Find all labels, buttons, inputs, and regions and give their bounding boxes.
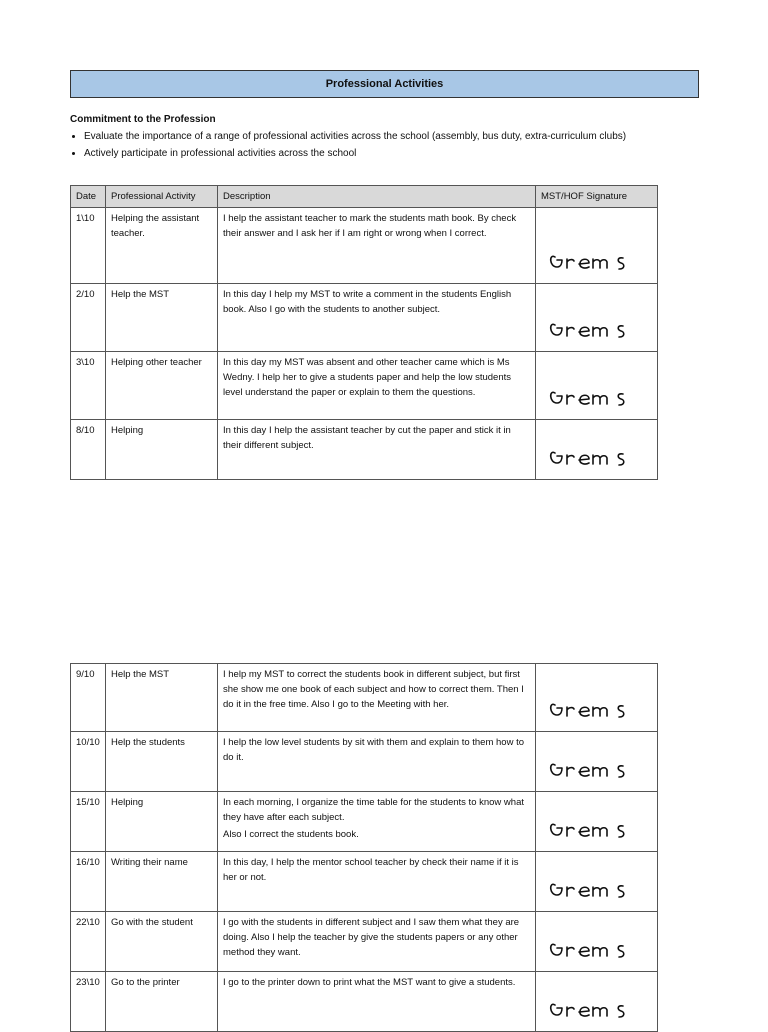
description-text: In this day, I help the mentor school teacher by check their name if it is her or not. bbox=[223, 857, 519, 883]
handwritten-signature bbox=[540, 241, 640, 275]
section-heading: Commitment to the Profession bbox=[70, 114, 216, 125]
header-signature: MST/HOF Signature bbox=[536, 186, 658, 208]
header-activity: Professional Activity bbox=[106, 186, 218, 208]
description-cell bbox=[218, 732, 536, 792]
handwritten-signature bbox=[540, 689, 640, 723]
description-cell bbox=[218, 792, 536, 852]
activity-cell: Go to the printer bbox=[106, 972, 218, 1032]
activity-cell: Helping other teacher bbox=[106, 352, 218, 420]
handwritten-signature bbox=[540, 929, 640, 963]
activity-cell: Helping bbox=[106, 792, 218, 852]
description-cell bbox=[218, 852, 536, 912]
table-row bbox=[71, 972, 658, 1032]
signature-cell bbox=[536, 852, 658, 912]
signature-cell bbox=[536, 792, 658, 852]
signature-cell bbox=[536, 352, 658, 420]
description-text: I help my MST to correct the students book in different subject, but first she show me one book of each subject and how to correct them. Then I do it in the free time. Also I go to the Meeting with her. bbox=[223, 669, 524, 710]
description-cell bbox=[218, 912, 536, 972]
table-row bbox=[71, 732, 658, 792]
table-row bbox=[71, 420, 658, 480]
activity-cell: Help the MST bbox=[106, 284, 218, 352]
handwritten-signature bbox=[540, 749, 640, 783]
date-cell: 16/10 bbox=[71, 852, 106, 912]
table-row bbox=[71, 852, 658, 912]
date-cell: 15/10 bbox=[71, 792, 106, 852]
description-cell bbox=[218, 972, 536, 1032]
description-text: I help the low level students by sit with them and explain to them how to do it. bbox=[223, 737, 524, 763]
description-text: In each morning, I organize the time table for the students to know what they have after each subject. bbox=[223, 797, 525, 823]
table-header-row bbox=[71, 186, 658, 208]
handwritten-signature bbox=[540, 437, 640, 471]
description-text: I go to the printer down to print what the MST want to give a students. bbox=[223, 977, 516, 988]
page-title: Professional Activities bbox=[70, 70, 699, 98]
description-text: In this day I help my MST to write a comment in the students English book. Also I go with the students to another subject. bbox=[223, 289, 512, 315]
table-row bbox=[71, 208, 658, 284]
table-row bbox=[71, 664, 658, 732]
activity-cell: Helping bbox=[106, 420, 218, 480]
handwritten-signature bbox=[540, 309, 640, 343]
handwritten-signature bbox=[540, 869, 640, 903]
activity-cell: Help the students bbox=[106, 732, 218, 792]
activities-table-1 bbox=[70, 185, 658, 480]
table-row bbox=[71, 912, 658, 972]
table-row bbox=[71, 352, 658, 420]
description-cell bbox=[218, 352, 536, 420]
bullet-item: • Evaluate the importance of a range of professional activities across the school (assembly, bus duty, extra-curriculum clubs) bbox=[84, 128, 626, 145]
date-cell: 9/10 bbox=[71, 664, 106, 732]
header-description: Description bbox=[218, 186, 536, 208]
date-cell: 8/10 bbox=[71, 420, 106, 480]
description-cell bbox=[218, 664, 536, 732]
date-cell: 1\10 bbox=[71, 208, 106, 284]
description-cell bbox=[218, 208, 536, 284]
date-cell: 3\10 bbox=[71, 352, 106, 420]
handwritten-signature bbox=[540, 809, 640, 843]
signature-cell bbox=[536, 732, 658, 792]
description-text: Also I correct the students book. bbox=[223, 829, 359, 840]
description-text: I help the assistant teacher to mark the students math book. By check their answer and I ask her if I am right or wrong when I correct. bbox=[223, 213, 517, 239]
table-row bbox=[71, 792, 658, 852]
date-cell: 23\10 bbox=[71, 972, 106, 1032]
date-cell: 10/10 bbox=[71, 732, 106, 792]
activity-cell: Helping the assistant teacher. bbox=[106, 208, 218, 284]
signature-cell bbox=[536, 664, 658, 732]
signature-cell bbox=[536, 284, 658, 352]
activity-cell: Writing their name bbox=[106, 852, 218, 912]
table-row bbox=[71, 284, 658, 352]
bullet-item: • Actively participate in professional activities across the school bbox=[84, 145, 626, 162]
description-text: In this day my MST was absent and other teacher came which is Ms Wedny. I help her to give a students paper and help the low students level understand the paper or explain to them the questions. bbox=[223, 357, 512, 398]
handwritten-signature bbox=[540, 377, 640, 411]
activity-cell: Help the MST bbox=[106, 664, 218, 732]
signature-cell bbox=[536, 420, 658, 480]
bullet-list bbox=[66, 128, 626, 162]
header-date: Date bbox=[71, 186, 106, 208]
description-cell bbox=[218, 284, 536, 352]
activities-table-2 bbox=[70, 663, 658, 1032]
signature-cell bbox=[536, 972, 658, 1032]
signature-cell bbox=[536, 208, 658, 284]
signature-cell bbox=[536, 912, 658, 972]
description-text: In this day I help the assistant teacher by cut the paper and stick it in their different subject. bbox=[223, 425, 511, 451]
date-cell: 2/10 bbox=[71, 284, 106, 352]
handwritten-signature bbox=[540, 989, 640, 1023]
activity-cell: Go with the student bbox=[106, 912, 218, 972]
description-cell bbox=[218, 420, 536, 480]
date-cell: 22\10 bbox=[71, 912, 106, 972]
description-text: I go with the students in different subject and I saw them what they are doing. Also I help the teacher by give the students papers or any other method they want. bbox=[223, 917, 520, 958]
